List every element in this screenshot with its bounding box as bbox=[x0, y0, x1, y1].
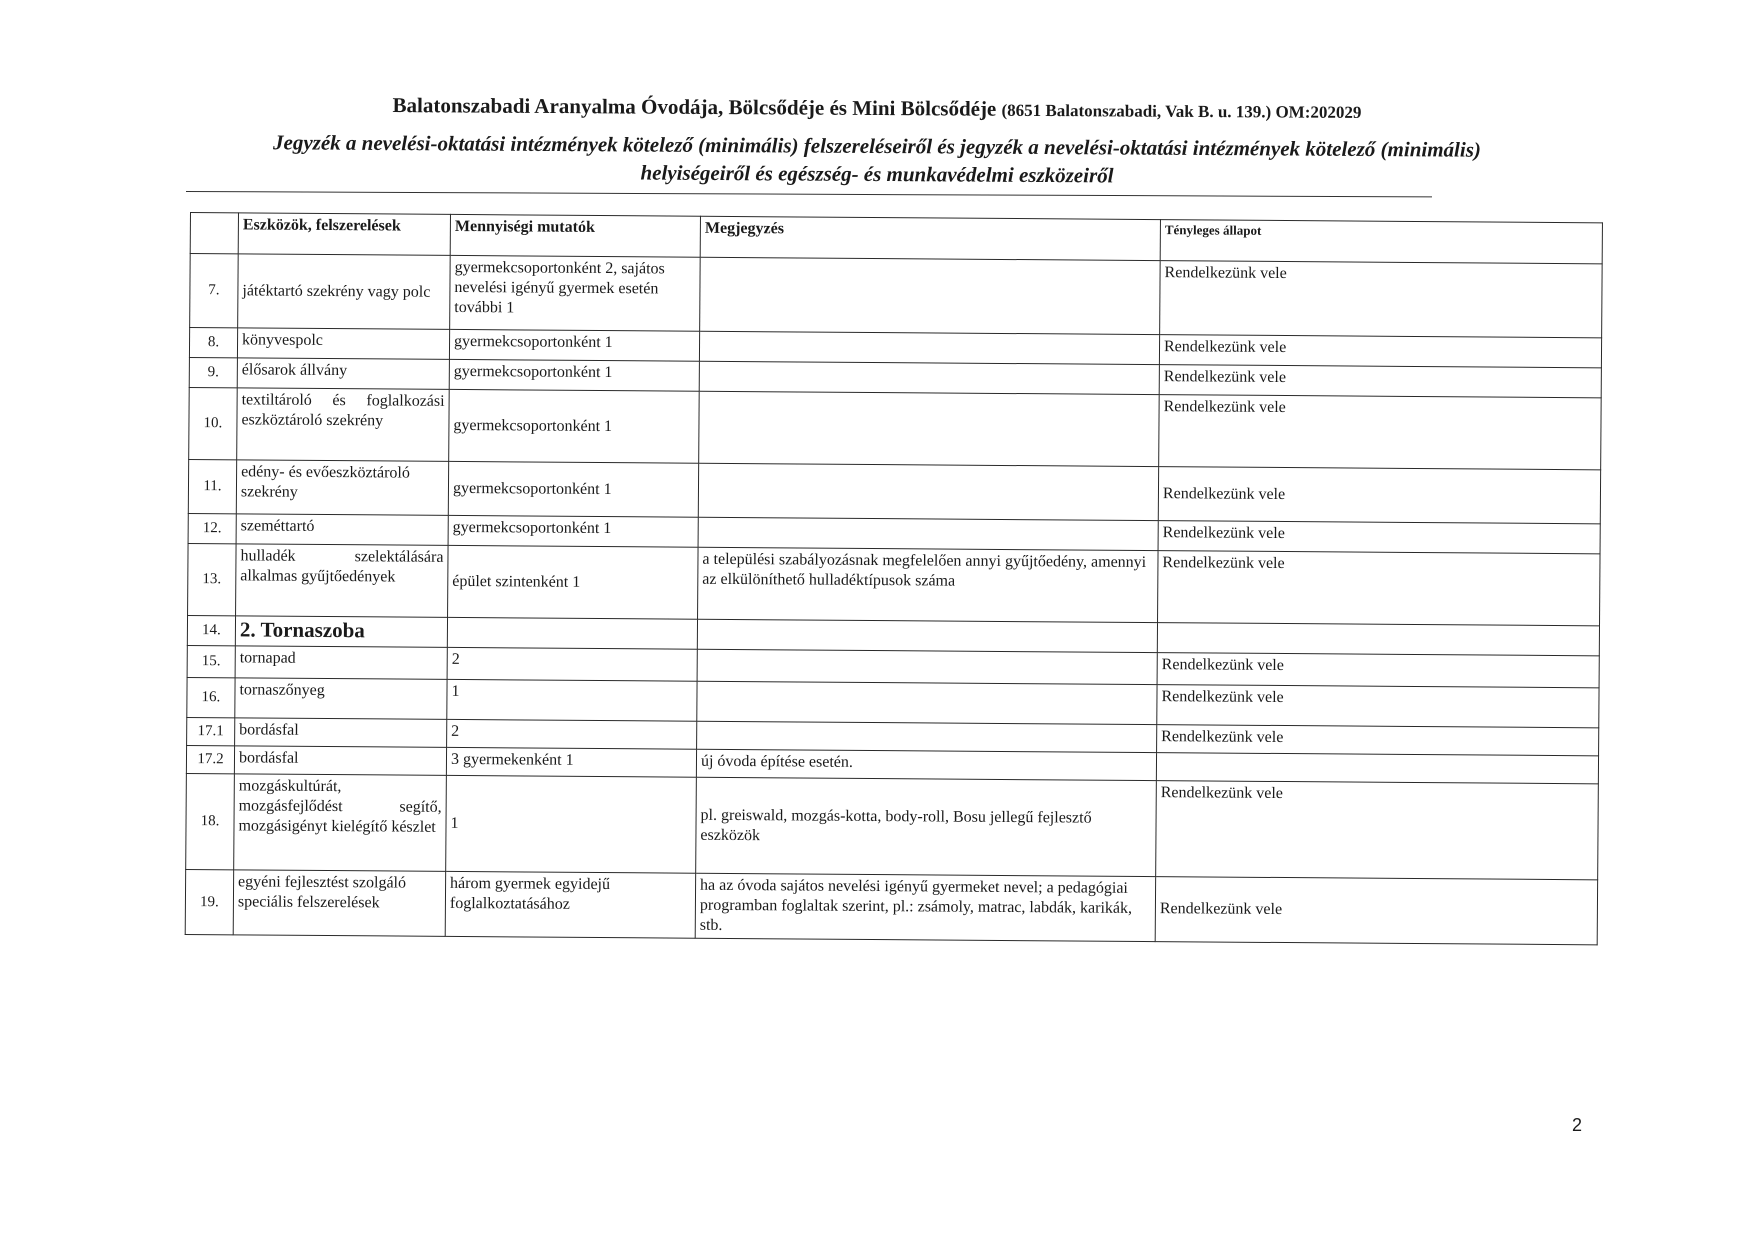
row-number: 7. bbox=[190, 254, 239, 328]
equipment-table bbox=[185, 212, 1603, 945]
header-rule bbox=[186, 191, 1432, 197]
row-item: hulladék szelektálására alkalmas gyűjtőedények bbox=[236, 544, 449, 618]
row-quantity: gyermekcsoportonként 1 bbox=[449, 359, 699, 391]
table-row bbox=[189, 387, 1601, 469]
page-number: 2 bbox=[1572, 1115, 1583, 1135]
row-note: új óvoda építése esetén. bbox=[696, 749, 1156, 780]
row-quantity: 3 gyermekenként 1 bbox=[446, 747, 696, 777]
row-quantity: 1 bbox=[447, 679, 697, 721]
col-header-quantity: Mennyiségi mutatók bbox=[450, 214, 700, 257]
row-status bbox=[1156, 753, 1598, 784]
row-quantity: gyermekcsoportonként 1 bbox=[448, 515, 698, 547]
institution-name: Balatonszabadi Aranyalma Óvodája, Bölcsődéje és Mini Bölcsődéje bbox=[392, 93, 997, 121]
row-quantity: 2 bbox=[447, 647, 697, 681]
row-note bbox=[699, 331, 1159, 364]
institution-address: (8651 Balatonszabadi, Vak B. u. 139.) OM:202029 bbox=[1001, 100, 1362, 122]
row-number: 14. bbox=[187, 615, 235, 645]
row-item: bordásfal bbox=[234, 746, 446, 776]
row-status: Rendelkezünk vele bbox=[1159, 365, 1601, 398]
row-number: 9. bbox=[189, 357, 237, 387]
row-note bbox=[699, 361, 1159, 394]
row-number: 13. bbox=[188, 543, 237, 615]
row-status: Rendelkezünk vele bbox=[1157, 653, 1599, 688]
row-note: a települési szabályozásnak megfelelően annyi gyűjtőedény, amennyi az elkülöníthető hulladéktípusok száma bbox=[698, 547, 1159, 622]
row-status: Rendelkezünk vele bbox=[1158, 521, 1600, 554]
row-note bbox=[699, 391, 1160, 466]
row-number: 19. bbox=[185, 869, 233, 934]
row-status: Rendelkezünk vele bbox=[1158, 467, 1600, 524]
row-number: 8. bbox=[189, 328, 237, 358]
row-item: élősarok állvány bbox=[237, 358, 449, 390]
row-number: 17.1 bbox=[187, 717, 235, 745]
col-header-item: Eszközök, felszerelések bbox=[238, 213, 450, 256]
row-quantity: gyermekcsoportonként 2, sajátos nevelési igényű gyermek esetén további 1 bbox=[450, 255, 701, 331]
equipment-table-wrapper bbox=[185, 212, 1603, 945]
row-status: Rendelkezünk vele bbox=[1156, 781, 1599, 880]
row-quantity: gyermekcsoportonként 1 bbox=[449, 389, 700, 463]
document-subtitle-line1: Jegyzék a nevelési-oktatási intézmények kötelező (minimális) felszereléseiről és jegyzék a nevelési-oktatási intézmények kötelező (minimális) bbox=[272, 130, 1482, 162]
row-item: tornapad bbox=[235, 646, 447, 680]
row-note bbox=[698, 463, 1158, 520]
table-row bbox=[190, 254, 1603, 338]
row-number: 16. bbox=[187, 677, 235, 717]
row-number: 17.2 bbox=[186, 745, 234, 773]
table-row bbox=[188, 543, 1600, 625]
row-note bbox=[697, 619, 1157, 652]
col-header-status: Tényleges állapot bbox=[1160, 220, 1602, 264]
row-item: textiltároló és foglalkozási eszköztároló szekrény bbox=[237, 388, 450, 462]
row-item: könyvespolc bbox=[237, 328, 449, 360]
row-status: Rendelkezünk vele bbox=[1159, 335, 1601, 368]
col-header-note: Megjegyzés bbox=[700, 216, 1160, 260]
row-status: Rendelkezünk vele bbox=[1159, 395, 1602, 470]
row-status: Rendelkezünk vele bbox=[1157, 725, 1599, 756]
row-status: Rendelkezünk vele bbox=[1158, 551, 1601, 626]
row-note bbox=[697, 721, 1157, 752]
row-quantity: gyermekcsoportonként 1 bbox=[449, 329, 699, 361]
row-number: 18. bbox=[186, 773, 235, 869]
row-note bbox=[697, 649, 1157, 684]
row-item: bordásfal bbox=[235, 718, 447, 748]
col-header-number bbox=[190, 213, 238, 254]
row-note: pl. greiswald, mozgás-kotta, body-roll, Bosu jellegű fejlesztő eszközök bbox=[696, 777, 1157, 876]
row-number: 12. bbox=[188, 513, 236, 543]
row-item: mozgáskultúrát, mozgásfejlődést segítő, mozgásigényt kielégítő készlet bbox=[234, 774, 447, 872]
row-note bbox=[698, 517, 1158, 550]
table-row bbox=[185, 869, 1597, 944]
row-number: 10. bbox=[189, 387, 238, 459]
row-item: edény- és evőeszköztároló szekrény bbox=[236, 460, 448, 516]
row-quantity: 1 bbox=[446, 775, 697, 873]
row-quantity: három gyermek egyidejű foglalkoztatásához bbox=[445, 871, 695, 938]
document-title bbox=[0, 91, 1754, 127]
table-row bbox=[186, 773, 1599, 879]
row-item: szeméttartó bbox=[236, 514, 448, 546]
row-item: játéktartó szekrény vagy polc bbox=[238, 254, 451, 330]
row-quantity bbox=[447, 617, 697, 649]
row-note bbox=[697, 681, 1157, 724]
row-note: ha az óvoda sajátos nevelési igényű gyermeket nevel; a pedagógiai programban foglaltak szerint, pl.: zsámoly, matrac, labdák, karikák, stb. bbox=[695, 873, 1155, 941]
document-subtitle-line2: helyiségeiről és egészség- és munkavédelmi eszközeiről bbox=[640, 160, 1114, 188]
row-status bbox=[1157, 623, 1599, 656]
row-item: tornaszőnyeg bbox=[235, 678, 447, 720]
row-status: Rendelkezünk vele bbox=[1160, 261, 1603, 338]
row-number: 15. bbox=[187, 645, 235, 677]
section-heading: 2. Tornaszoba bbox=[235, 616, 447, 648]
row-number: 11. bbox=[188, 459, 236, 513]
row-quantity: gyermekcsoportonként 1 bbox=[448, 461, 698, 517]
row-note bbox=[700, 257, 1161, 334]
row-quantity: 2 bbox=[447, 719, 697, 749]
row-item: egyéni fejlesztést szolgáló speciális felszerelések bbox=[233, 870, 445, 937]
row-status: Rendelkezünk vele bbox=[1157, 685, 1599, 728]
row-status: Rendelkezünk vele bbox=[1155, 877, 1597, 945]
row-quantity: épület szintenként 1 bbox=[448, 545, 699, 619]
